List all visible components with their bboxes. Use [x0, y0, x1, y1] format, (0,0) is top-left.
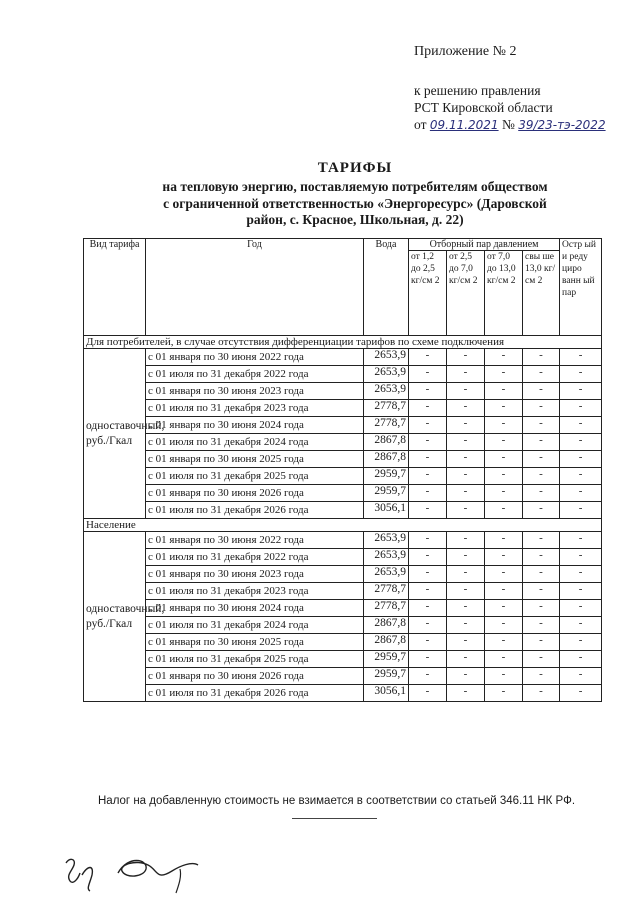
dash-cell: - — [485, 485, 523, 502]
dash-cell: - — [560, 668, 602, 685]
water-value: 2653,9 — [364, 566, 409, 583]
dash-cell: - — [447, 583, 485, 600]
dash-cell: - — [409, 434, 447, 451]
period-cell: с 01 января по 30 июня 2026 года — [146, 485, 364, 502]
header-steam-col-2: от 2,5 до 7,0 кг/см 2 — [447, 251, 485, 336]
header-row-1 — [84, 239, 602, 251]
appendix-label: Приложение № 2 — [414, 44, 517, 59]
table-row — [84, 651, 602, 668]
dash-cell: - — [485, 668, 523, 685]
section-row — [84, 336, 602, 349]
table-row — [84, 685, 602, 702]
period-cell: с 01 июля по 31 декабря 2026 года — [146, 685, 364, 702]
decision-line-2: РСТ Кировской области — [414, 100, 553, 115]
dash-cell: - — [409, 634, 447, 651]
dash-cell: - — [485, 502, 523, 519]
water-value: 3056,1 — [364, 685, 409, 702]
dash-cell: - — [523, 651, 560, 668]
dash-cell: - — [447, 600, 485, 617]
water-value: 2653,9 — [364, 366, 409, 383]
dash-cell: - — [560, 502, 602, 519]
section-title: Для потребителей, в случае отсутствия дифференциации тарифов по схеме подключения — [84, 336, 602, 349]
dash-cell: - — [485, 451, 523, 468]
dash-cell: - — [447, 468, 485, 485]
dash-cell: - — [523, 485, 560, 502]
table-row — [84, 349, 602, 366]
dash-cell: - — [447, 668, 485, 685]
period-cell: с 01 июля по 31 декабря 2023 года — [146, 583, 364, 600]
dash-cell: - — [447, 434, 485, 451]
dash-cell: - — [560, 617, 602, 634]
dash-cell: - — [409, 566, 447, 583]
dash-cell: - — [447, 549, 485, 566]
dash-cell: - — [523, 468, 560, 485]
dash-cell: - — [523, 383, 560, 400]
tariff-kind: одноставочный, руб./Гкал — [84, 532, 146, 702]
period-cell: с 01 июля по 31 декабря 2025 года — [146, 468, 364, 485]
dash-cell: - — [447, 617, 485, 634]
decision-line-1: к решению правления — [414, 83, 541, 98]
dash-cell: - — [447, 417, 485, 434]
dash-cell: - — [447, 451, 485, 468]
dash-cell: - — [409, 400, 447, 417]
dash-cell: - — [523, 583, 560, 600]
period-cell: с 01 июля по 31 декабря 2023 года — [146, 400, 364, 417]
dash-cell: - — [447, 532, 485, 549]
water-value: 2867,8 — [364, 617, 409, 634]
dash-cell: - — [485, 366, 523, 383]
dash-cell: - — [409, 417, 447, 434]
table-row — [84, 583, 602, 600]
water-value: 2959,7 — [364, 468, 409, 485]
dash-cell: - — [447, 366, 485, 383]
dash-cell: - — [409, 617, 447, 634]
dash-cell: - — [409, 485, 447, 502]
period-cell: с 01 января по 30 июня 2023 года — [146, 566, 364, 583]
dash-cell: - — [485, 549, 523, 566]
tariff-kind: одноставочный, руб./Гкал — [84, 349, 146, 519]
table-row — [84, 468, 602, 485]
dash-cell: - — [485, 617, 523, 634]
water-value: 2778,7 — [364, 400, 409, 417]
vat-note: Налог на добавленную стоимость не взимается в соответствии со статьей 346.11 НК РФ. — [98, 795, 576, 807]
period-cell: с 01 января по 30 июня 2024 года — [146, 417, 364, 434]
period-cell: с 01 июля по 31 декабря 2022 года — [146, 366, 364, 383]
table-row — [84, 434, 602, 451]
dash-cell: - — [447, 383, 485, 400]
dash-cell: - — [560, 383, 602, 400]
dash-cell: - — [523, 600, 560, 617]
water-value: 2778,7 — [364, 600, 409, 617]
decision-number: 39/23-тэ-2022 — [518, 118, 606, 132]
table-row — [84, 366, 602, 383]
dash-cell: - — [409, 685, 447, 702]
water-value: 2959,7 — [364, 651, 409, 668]
header-kind: Вид тарифа — [84, 239, 146, 336]
period-cell: с 01 января по 30 июня 2025 года — [146, 634, 364, 651]
dash-cell: - — [523, 634, 560, 651]
dash-cell: - — [409, 532, 447, 549]
dash-cell: - — [409, 668, 447, 685]
table-row — [84, 417, 602, 434]
section-title: Население — [84, 519, 602, 532]
tariff-table-body — [84, 239, 602, 702]
dash-cell: - — [485, 566, 523, 583]
dash-cell: - — [485, 651, 523, 668]
decision-from-label: от — [414, 117, 427, 132]
dash-cell: - — [560, 468, 602, 485]
dash-cell: - — [409, 349, 447, 366]
period-cell: с 01 января по 30 июня 2022 года — [146, 532, 364, 549]
title-line-1: на тепловую энергию, поставляемую потребителям обществом — [162, 179, 548, 194]
dash-cell: - — [485, 532, 523, 549]
water-value: 2653,9 — [364, 349, 409, 366]
dash-cell: - — [409, 583, 447, 600]
period-cell: с 01 января по 30 июня 2022 года — [146, 349, 364, 366]
header-steam-col-4: свы ше 13,0 кг/см 2 — [523, 251, 560, 336]
dash-cell: - — [485, 600, 523, 617]
decision-reference — [414, 82, 606, 134]
dash-cell: - — [409, 549, 447, 566]
decision-date-number — [414, 116, 606, 134]
dash-cell: - — [523, 668, 560, 685]
period-cell: с 01 января по 30 июня 2026 года — [146, 668, 364, 685]
water-value: 3056,1 — [364, 502, 409, 519]
dash-cell: - — [485, 634, 523, 651]
dash-cell: - — [560, 685, 602, 702]
period-cell: с 01 января по 30 июня 2023 года — [146, 383, 364, 400]
dash-cell: - — [409, 600, 447, 617]
dash-cell: - — [409, 451, 447, 468]
water-value: 2867,8 — [364, 451, 409, 468]
period-cell: с 01 июля по 31 декабря 2024 года — [146, 434, 364, 451]
dash-cell: - — [560, 566, 602, 583]
table-row — [84, 566, 602, 583]
dash-cell: - — [409, 651, 447, 668]
dash-cell: - — [447, 349, 485, 366]
signature-image — [60, 845, 230, 895]
dash-cell: - — [409, 383, 447, 400]
header-steam-col-1: от 1,2 до 2,5 кг/см 2 — [409, 251, 447, 336]
period-cell: с 01 июля по 31 декабря 2026 года — [146, 502, 364, 519]
table-row — [84, 532, 602, 549]
water-value: 2778,7 — [364, 417, 409, 434]
table-row — [84, 617, 602, 634]
water-value: 2778,7 — [364, 583, 409, 600]
dash-cell: - — [485, 400, 523, 417]
water-value: 2959,7 — [364, 485, 409, 502]
dash-cell: - — [560, 634, 602, 651]
dash-cell: - — [560, 417, 602, 434]
dash-cell: - — [409, 468, 447, 485]
water-value: 2959,7 — [364, 668, 409, 685]
dash-cell: - — [485, 583, 523, 600]
title-line-2: с ограниченной ответственностью «Энергоресурс» (Даровской — [163, 195, 547, 211]
table-row — [84, 485, 602, 502]
dash-cell: - — [447, 634, 485, 651]
dash-cell: - — [409, 366, 447, 383]
dash-cell: - — [560, 549, 602, 566]
dash-cell: - — [523, 549, 560, 566]
dash-cell: - — [560, 434, 602, 451]
dash-cell: - — [409, 502, 447, 519]
title-line-3: район, с. Красное, Школьная, д. 22) — [246, 212, 464, 227]
header-year: Год — [146, 239, 364, 336]
dash-cell: - — [560, 532, 602, 549]
dash-cell: - — [485, 417, 523, 434]
dash-cell: - — [485, 383, 523, 400]
water-value: 2653,9 — [364, 549, 409, 566]
header-sharp-steam: Остр ый и реду циро ванн ый пар — [560, 239, 602, 336]
decision-date: 09.11.2021 — [429, 118, 499, 132]
table-row — [84, 549, 602, 566]
dash-cell: - — [560, 485, 602, 502]
dash-cell: - — [447, 566, 485, 583]
dash-cell: - — [523, 502, 560, 519]
table-row — [84, 502, 602, 519]
dash-cell: - — [447, 685, 485, 702]
separator-line — [292, 818, 377, 819]
water-value: 2653,9 — [364, 532, 409, 549]
header-steam: Отборный пар давлением — [409, 239, 560, 251]
dash-cell: - — [485, 349, 523, 366]
dash-cell: - — [523, 532, 560, 549]
section-row — [84, 519, 602, 532]
dash-cell: - — [523, 434, 560, 451]
decision-number-label: № — [501, 117, 515, 132]
title-heading: ТАРИФЫ — [317, 160, 393, 176]
dash-cell: - — [523, 417, 560, 434]
water-value: 2867,8 — [364, 634, 409, 651]
dash-cell: - — [447, 400, 485, 417]
period-cell: с 01 января по 30 июня 2024 года — [146, 600, 364, 617]
period-cell: с 01 июля по 31 декабря 2022 года — [146, 549, 364, 566]
dash-cell: - — [523, 366, 560, 383]
dash-cell: - — [560, 366, 602, 383]
table-row — [84, 400, 602, 417]
dash-cell: - — [523, 617, 560, 634]
dash-cell: - — [560, 451, 602, 468]
water-value: 2653,9 — [364, 383, 409, 400]
document-title — [100, 160, 610, 229]
tariff-table — [83, 238, 602, 702]
dash-cell: - — [560, 400, 602, 417]
dash-cell: - — [523, 400, 560, 417]
dash-cell: - — [447, 485, 485, 502]
period-cell: с 01 июля по 31 декабря 2025 года — [146, 651, 364, 668]
water-value: 2867,8 — [364, 434, 409, 451]
dash-cell: - — [485, 468, 523, 485]
dash-cell: - — [485, 685, 523, 702]
dash-cell: - — [560, 349, 602, 366]
table-row — [84, 383, 602, 400]
dash-cell: - — [523, 451, 560, 468]
dash-cell: - — [447, 502, 485, 519]
dash-cell: - — [523, 566, 560, 583]
dash-cell: - — [523, 349, 560, 366]
dash-cell: - — [560, 651, 602, 668]
table-row — [84, 668, 602, 685]
dash-cell: - — [447, 651, 485, 668]
period-cell: с 01 июля по 31 декабря 2024 года — [146, 617, 364, 634]
dash-cell: - — [485, 434, 523, 451]
table-row — [84, 600, 602, 617]
period-cell: с 01 января по 30 июня 2025 года — [146, 451, 364, 468]
table-row — [84, 451, 602, 468]
dash-cell: - — [523, 685, 560, 702]
dash-cell: - — [560, 600, 602, 617]
header-steam-col-3: от 7,0 до 13,0 кг/см 2 — [485, 251, 523, 336]
header-water: Вода — [364, 239, 409, 336]
table-row — [84, 634, 602, 651]
dash-cell: - — [560, 583, 602, 600]
